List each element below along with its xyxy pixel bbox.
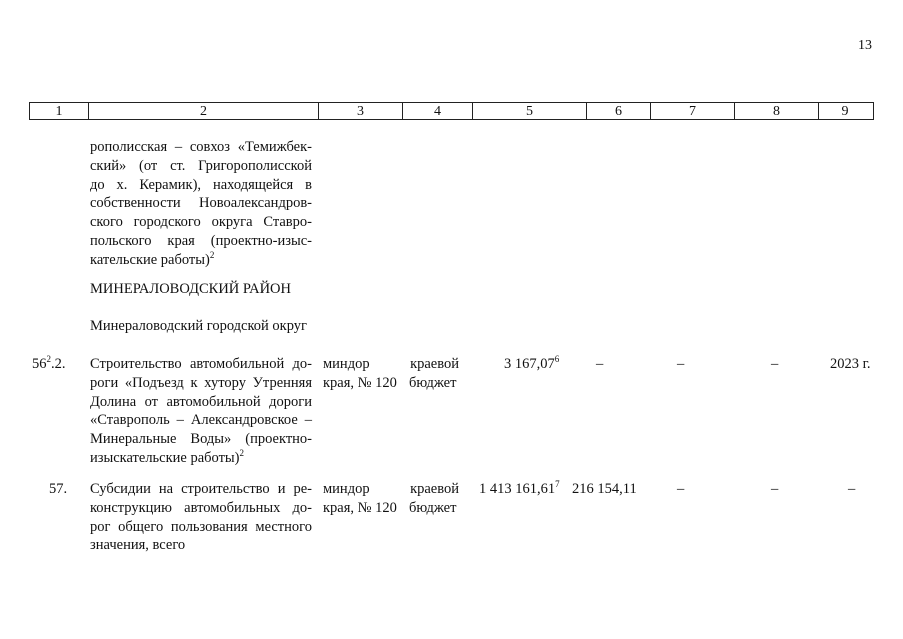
header-col-9: 9 (841, 104, 849, 119)
amount-col5: 3 167,07$^6$ (504, 354, 560, 372)
text-line-content: изыскательские работы) (90, 449, 240, 466)
header-col-6: 6 (587, 103, 651, 119)
text-line: конструкцию автомобильных до- (90, 499, 312, 516)
executor: миндор края, № 120 (323, 481, 397, 516)
text-line-content: кательские работы) (90, 251, 210, 268)
text-line: рог общего пользования местного (90, 518, 312, 535)
year-col9: 2023 г. (830, 356, 871, 372)
footnote-mark: 2 (209, 249, 215, 260)
text-line: польского края (проектно-изыс- (90, 232, 312, 249)
amount-col9: – (848, 481, 856, 497)
okrug-heading: Минераловодский городской округ (90, 318, 307, 334)
header-col-3: 3 (319, 103, 403, 119)
table-header (29, 102, 874, 120)
page-number: 13 (858, 38, 872, 53)
text-line: до х. Керамик), находящейся в (90, 176, 312, 193)
header-col-5: 5 (473, 103, 587, 119)
text-line: значения, всего (90, 537, 186, 554)
text-line: «Ставрополь – Александровское – (90, 412, 312, 429)
amount-col8: – (771, 481, 779, 497)
text-line: ский» (от ст. Григорополисской (90, 157, 312, 174)
footnote-mark: 2 (239, 448, 245, 459)
text-line: ского городского округа Ставро- (90, 214, 312, 231)
header-col-8: 8 (735, 103, 819, 119)
text-line: собственности Новоалександров- (90, 195, 312, 212)
text-line: Долина от автомобильной дороги (90, 393, 312, 410)
row-description (90, 355, 312, 468)
text-line: Строительство автомобильной до- (90, 356, 312, 372)
text-line: роги «Подъезд к хутору Утренняя (90, 374, 312, 391)
header-col-2: 2 (89, 103, 319, 119)
district-heading: МИНЕРАЛОВОДСКИЙ РАЙОН (90, 281, 291, 297)
text-line: Субсидии на строительство и ре- (90, 481, 312, 497)
executor: миндор края, № 120 (323, 356, 397, 391)
amount-col6: 216 154,11 (572, 481, 637, 497)
text-line (90, 449, 312, 468)
funding-source: краевой бюджет (409, 481, 459, 516)
amount-col5: 1 413 161,61$^7$ (479, 479, 560, 497)
continuation-description (90, 138, 312, 270)
footnote-mark: 6 (554, 354, 560, 365)
header-col-4: 4 (403, 103, 473, 119)
amount-col7: – (677, 356, 685, 372)
text-line (90, 251, 312, 270)
funding-source: краевой бюджет (409, 356, 459, 391)
text-line: Минеральные Воды» (проектно- (90, 431, 312, 448)
amount-col7: – (677, 481, 685, 497)
amount-col8: – (771, 356, 779, 372)
amount-col6: – (596, 356, 604, 372)
row-number: $56^2.2$. (32, 354, 66, 372)
footnote-mark: 2 (46, 354, 51, 365)
text-line: рополисская – совхоз «Темижбек- (90, 139, 312, 155)
header-col-7: 7 (651, 103, 735, 119)
row-description (90, 480, 312, 555)
footnote-mark: 7 (555, 479, 560, 490)
header-col-1: 1 (30, 103, 89, 119)
row-number: 57. (49, 481, 68, 497)
